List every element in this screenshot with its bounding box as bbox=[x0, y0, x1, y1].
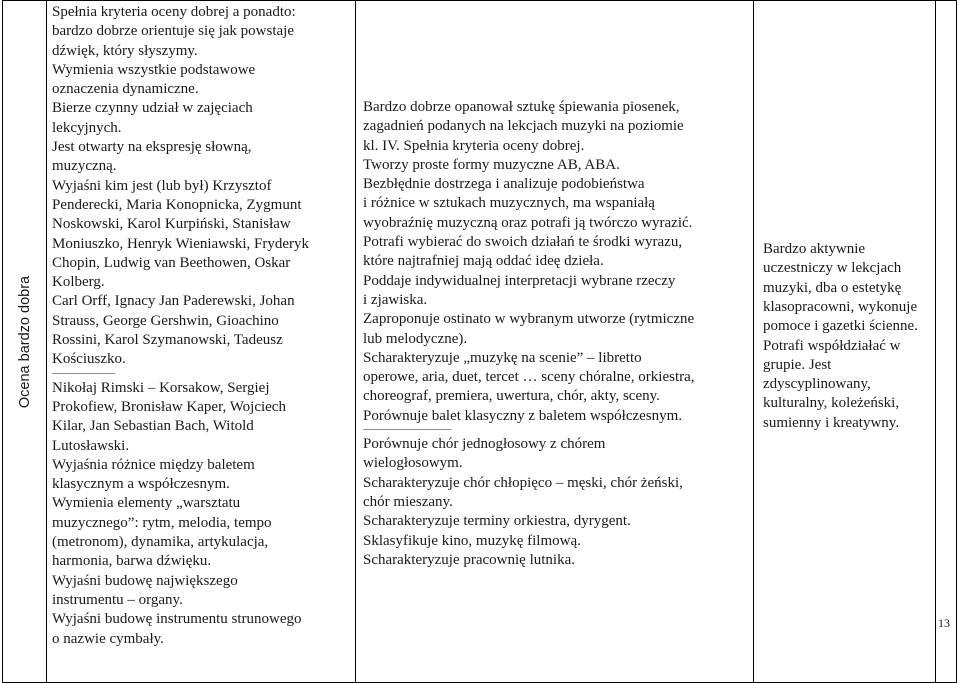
grade-row bbox=[3, 1, 957, 683]
dashed-separator: ----------------------------------------------------------- bbox=[363, 427, 452, 434]
page-number: 13 bbox=[938, 616, 950, 630]
skills-line: Sklasyfikuje kino, muzykę filmową. bbox=[363, 532, 581, 549]
row-label-cell bbox=[3, 1, 47, 683]
knowledge-line: (metronom), dynamika, artykulacja, bbox=[52, 534, 269, 551]
knowledge-line: oznaczenia dynamiczne. bbox=[52, 81, 199, 98]
skills-line: Bardzo dobrze opanował sztukę śpiewania piosenek, bbox=[363, 99, 680, 115]
skills-line: Porównuje balet klasyczny z baletem współczesnym. bbox=[363, 407, 683, 424]
knowledge-line: Wyjaśni budowę największego bbox=[52, 572, 238, 589]
attitude-line: uczestniczy w lekcjach bbox=[763, 260, 902, 277]
skills-line: Scharakteryzuje terminy orkiestra, dyrygent. bbox=[363, 513, 631, 530]
skills-line: Scharakteryzuje chór chłopięco – męski, chór żeński, bbox=[363, 474, 683, 491]
skills-text bbox=[356, 1, 753, 570]
skills-line: choreograf, premiera, uwertura, chór, akty, sceny. bbox=[363, 388, 660, 405]
knowledge-line: Jest otwarty na ekspresję słowną, bbox=[52, 139, 252, 156]
skills-line: Scharakteryzuje „muzykę na scenie” – libretto bbox=[363, 349, 642, 366]
attitude-cell bbox=[754, 1, 936, 683]
knowledge-line: o nazwie cymbały. bbox=[52, 630, 164, 647]
knowledge-line: Noskowski, Karol Kurpiński, Stanisław bbox=[52, 216, 291, 233]
knowledge-line: Lutosławski. bbox=[52, 437, 130, 454]
knowledge-cell bbox=[47, 1, 356, 683]
skills-line: Zaproponuje ostinato w wybranym utworze (rytmiczne bbox=[363, 311, 695, 328]
knowledge-line: harmonia, barwa dźwięku. bbox=[52, 553, 212, 570]
grading-table bbox=[2, 0, 957, 683]
skills-line: Potrafi wybierać do swoich działań te środki wyrazu, bbox=[363, 234, 683, 251]
knowledge-line: Wyjaśni kim jest (lub był) Krzysztof bbox=[52, 177, 272, 194]
skills-line: zagadnień podanych na lekcjach muzyki na poziomie bbox=[363, 118, 684, 135]
knowledge-line: Moniuszko, Henryk Wieniawski, Fryderyk bbox=[52, 235, 309, 252]
knowledge-line: Chopin, Ludwig van Beethowen, Oskar bbox=[52, 254, 291, 271]
row-label: Ocena bardzo dobra bbox=[16, 275, 33, 408]
attitude-line: zdyscyplinowany, bbox=[763, 376, 871, 393]
knowledge-line: klasycznym a współczesnym. bbox=[52, 476, 230, 493]
attitude-line: sumienny i kreatywny. bbox=[763, 414, 900, 431]
knowledge-line: Spełnia kryteria oceny dobrej a ponadto: bbox=[52, 4, 296, 20]
skills-line: Tworzy proste formy muzyczne AB, ABA. bbox=[363, 156, 620, 173]
knowledge-line: Carl Orff, Ignacy Jan Paderewski, Johan bbox=[52, 293, 295, 310]
knowledge-text bbox=[47, 1, 355, 649]
dashed-separator: ------------------------------------------ bbox=[52, 370, 115, 377]
skills-line: Scharakteryzuje pracownię lutnika. bbox=[363, 551, 575, 568]
skills-line: i różnice w sztukach muzycznych, ma wspaniałą bbox=[363, 195, 655, 212]
skills-line: Bezbłędnie dostrzega i analizuje podobieństwa bbox=[363, 176, 645, 193]
knowledge-line: Kilar, Jan Sebastian Bach, Witold bbox=[52, 418, 254, 435]
attitude-text bbox=[754, 240, 935, 433]
attitude-line: pomoce i gazetki ścienne. bbox=[763, 318, 918, 335]
skills-line: i zjawiska. bbox=[363, 291, 428, 308]
skills-line: kl. IV. Spełnia kryteria oceny dobrej. bbox=[363, 137, 585, 154]
attitude-line: grupie. Jest bbox=[763, 356, 832, 373]
knowledge-line: muzycznego”: rytm, melodia, tempo bbox=[52, 514, 272, 531]
skills-line: Porównuje chór jednogłosowy z chórem bbox=[363, 436, 606, 453]
knowledge-line: Rossini, Karol Szymanowski, Tadeusz bbox=[52, 332, 283, 349]
knowledge-line: Wyjaśni budowę instrumentu strunowego bbox=[52, 611, 302, 628]
knowledge-line: Prokofiew, Bronisław Kaper, Wojciech bbox=[52, 398, 286, 415]
knowledge-line: muzyczną. bbox=[52, 158, 117, 175]
skills-line: chór mieszany. bbox=[363, 493, 453, 510]
attitude-line: Potrafi współdziałać w bbox=[763, 337, 901, 354]
knowledge-line: Bierze czynny udział w zajęciach bbox=[52, 100, 253, 117]
knowledge-line: instrumentu – organy. bbox=[52, 591, 183, 608]
skills-cell bbox=[356, 1, 754, 683]
skills-line: wyobraźnię muzyczną oraz potrafi ją twórczo wyrazić. bbox=[363, 214, 693, 231]
skills-line: operowe, aria, duet, tercet … sceny chóralne, orkiestra, bbox=[363, 369, 695, 386]
knowledge-line: dźwięk, który słyszymy. bbox=[52, 42, 198, 59]
knowledge-line: Kolberg. bbox=[52, 274, 105, 291]
knowledge-line: Strauss, George Gershwin, Gioachino bbox=[52, 312, 279, 329]
attitude-line: klasopracowni, wykonuje bbox=[763, 298, 918, 315]
knowledge-line: bardzo dobrze orientuje się jak powstaje bbox=[52, 23, 294, 40]
knowledge-line: Wymienia elementy „warsztatu bbox=[52, 495, 241, 512]
knowledge-line: Kościuszko. bbox=[52, 351, 126, 368]
attitude-line: kulturalny, koleżeński, bbox=[763, 395, 900, 412]
knowledge-line: Wyjaśnia różnice między baletem bbox=[52, 456, 255, 473]
attitude-line: Bardzo aktywnie bbox=[763, 241, 866, 258]
skills-line: które najtrafniej mają oddać ideę dzieła. bbox=[363, 253, 604, 270]
knowledge-line: Penderecki, Maria Konopnicka, Zygmunt bbox=[52, 196, 302, 213]
knowledge-line: lekcyjnych. bbox=[52, 119, 122, 136]
knowledge-line: Nikołaj Rimski – Korsakow, Sergiej bbox=[52, 379, 270, 396]
attitude-line: muzyki, dba o estetykę bbox=[763, 279, 902, 296]
skills-line: Poddaje indywidualnej interpretacji wybrane rzeczy bbox=[363, 272, 676, 289]
skills-line: wielogłosowym. bbox=[363, 455, 463, 472]
knowledge-line: Wymienia wszystkie podstawowe bbox=[52, 61, 256, 78]
page-number-cell bbox=[936, 1, 957, 683]
skills-line: lub melodyczne). bbox=[363, 330, 468, 347]
